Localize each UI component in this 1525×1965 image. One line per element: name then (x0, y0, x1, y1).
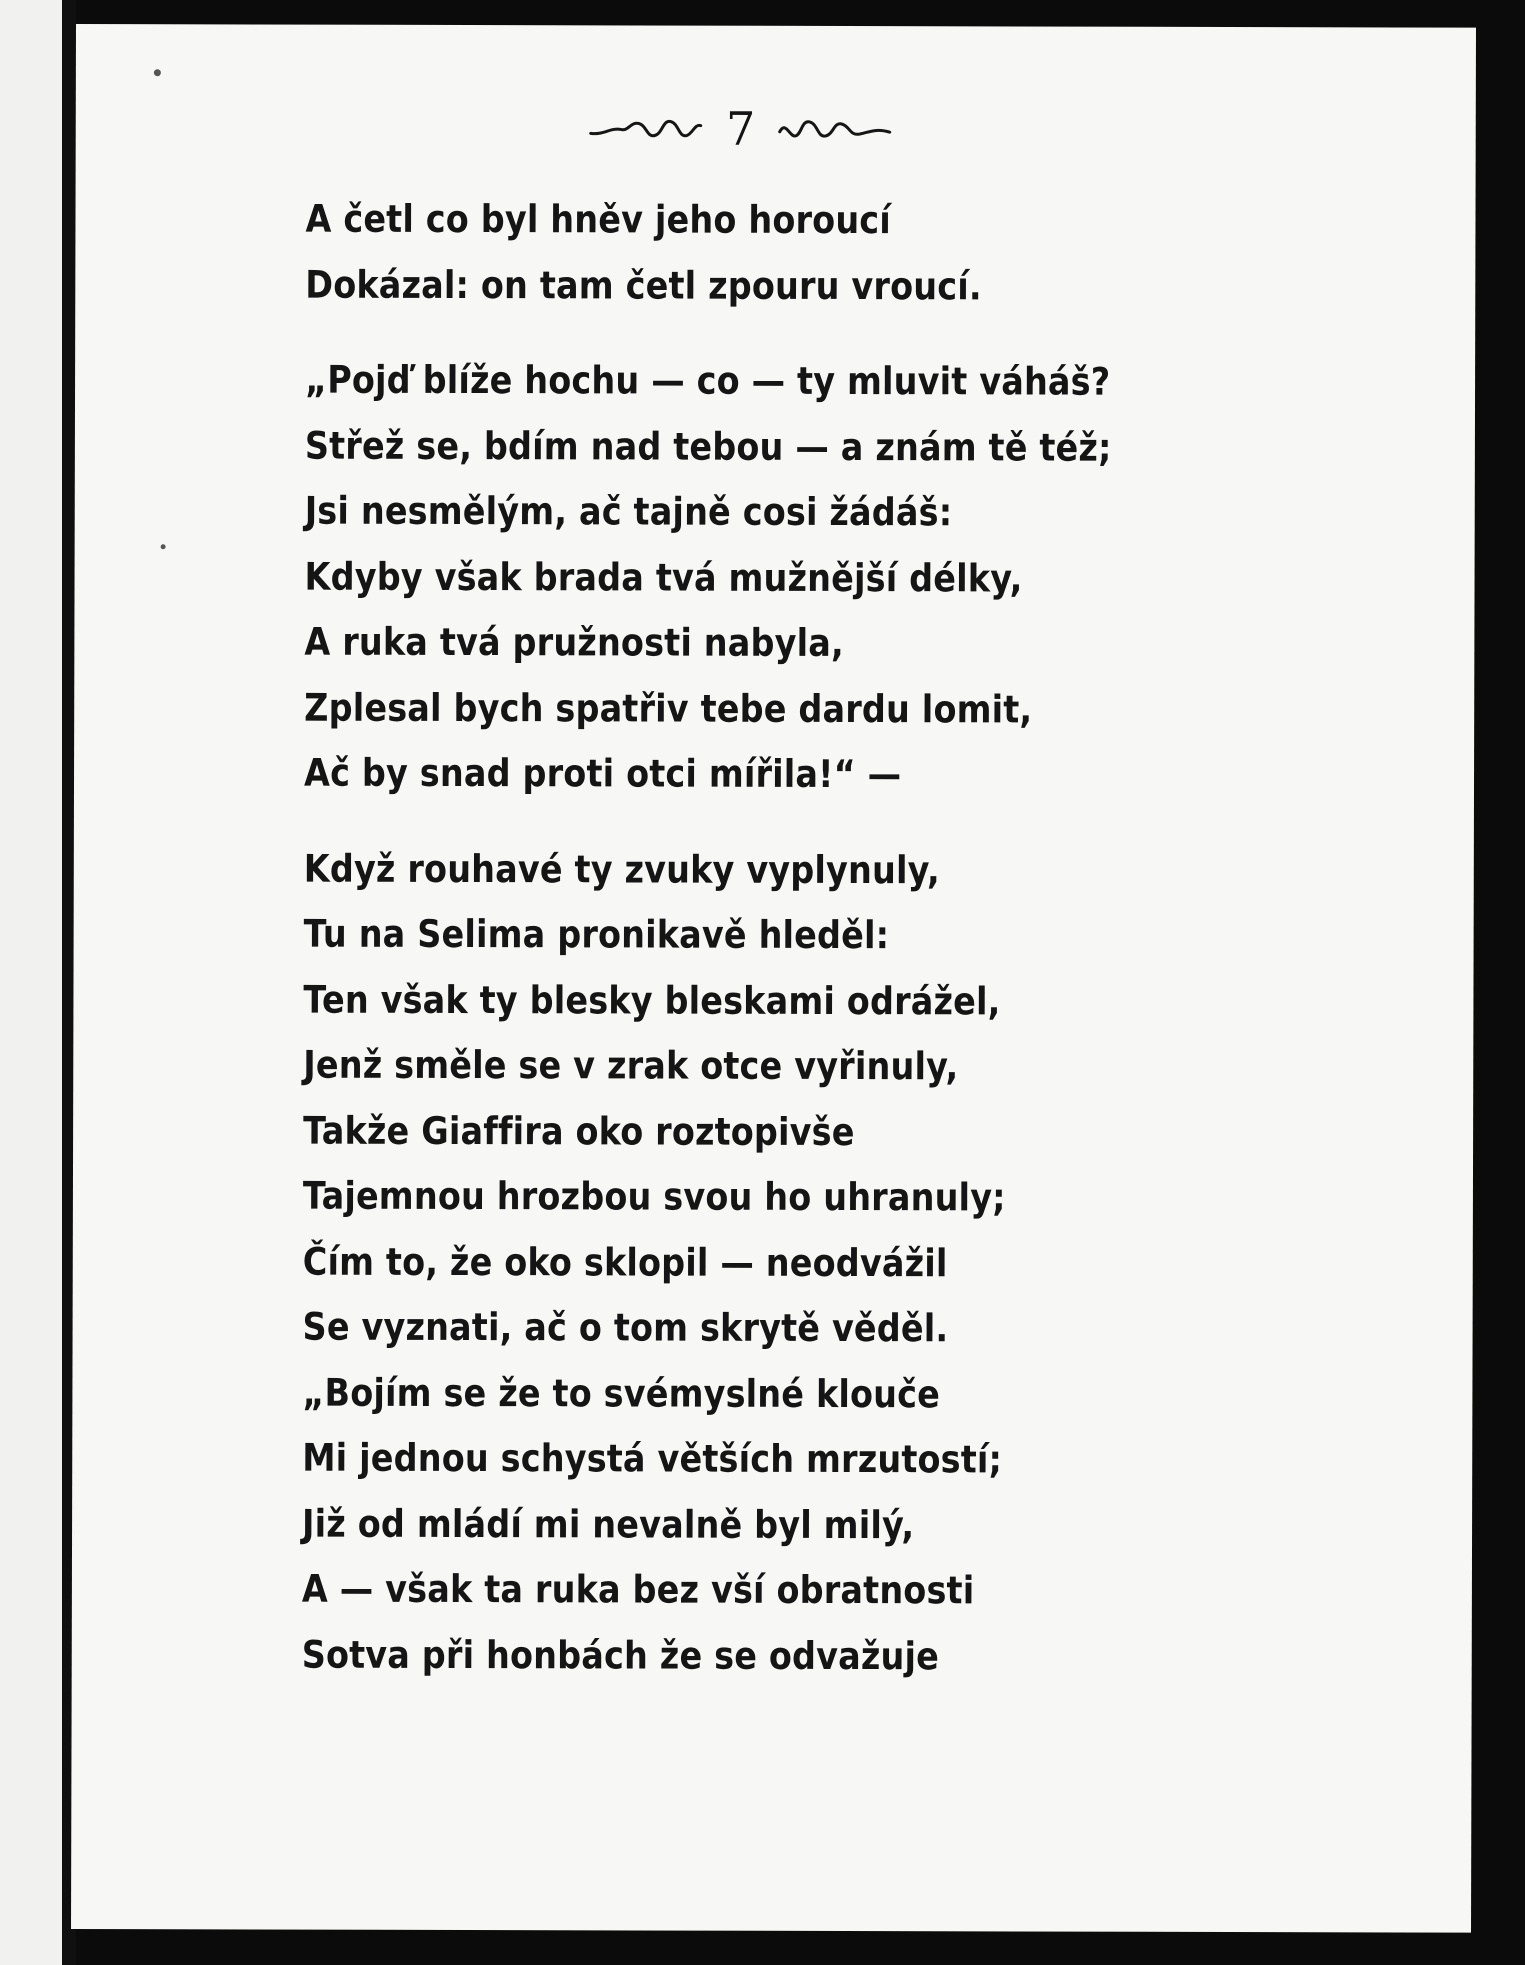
poem-line: Kdyby však brada tvá mužnější délky, (304, 554, 1023, 600)
poem-line: Sotva při honbách že se odvažuje (301, 1632, 940, 1678)
poem-text (302, 187, 1306, 1691)
stanza (302, 836, 1304, 1690)
poem-line: Ač by snad proti otci mířila!“ — (303, 750, 902, 797)
poem-line: A ruka tvá pružnosti nabyla, (304, 619, 844, 666)
poem-line: Se vyznati, ač o tom skrytě věděl. (302, 1304, 949, 1351)
scan-speck (154, 69, 161, 76)
stanza (304, 348, 1305, 809)
poem-line: Dokázal: on tam četl zpouru vroucí. (305, 262, 982, 308)
poem-line: Čím to, že oko sklopil — neodvážil (302, 1239, 948, 1285)
poem-line: Mi jednou schystá větších mrzutostí; (302, 1435, 1003, 1482)
poem-line: Jenž směle se v zrak otce vyřinuly, (303, 1042, 959, 1089)
poem-line: A — však ta ruka bez vší obratnosti (301, 1566, 975, 1613)
poem-line: Střež se, bdím nad tebou — a znám tě též; (304, 423, 1112, 470)
page-header (76, 82, 1476, 176)
scan-speck (161, 544, 166, 549)
left-ornament-icon (589, 113, 704, 143)
book-page (71, 24, 1476, 1933)
poem-line: Když rouhavé ty zvuky vyplynuly, (303, 846, 940, 892)
poem-line: Ten však ty blesky bleskami odrážel, (303, 977, 1001, 1023)
poem-line: Jsi nesmělým, ač tajně cosi žádáš: (304, 488, 953, 535)
adjacent-page-edge (0, 0, 62, 1965)
poem-line: Takže Giaffira oko roztopivše (303, 1108, 855, 1154)
right-ornament-icon (777, 114, 892, 144)
stanza (305, 187, 1305, 321)
poem-line: Zplesal bych spatřiv tebe dardu lomit, (304, 685, 1033, 732)
poem-line: „Pojď blíže hochu — co — ty mluvit váháš? (305, 357, 1111, 404)
poem-line: Již od mládí mi nevalně byl milý, (302, 1501, 915, 1547)
poem-line: „Bojím se že to svémyslné klouče (302, 1370, 941, 1416)
page-number: 7 (726, 101, 756, 156)
poem-line: Tu na Selima pronikavě hleděl: (303, 911, 890, 958)
poem-line: Tajemnou hrozbou svou ho uhranuly; (302, 1173, 1006, 1220)
poem-line: A četl co byl hněv jeho horoucí (305, 196, 892, 243)
